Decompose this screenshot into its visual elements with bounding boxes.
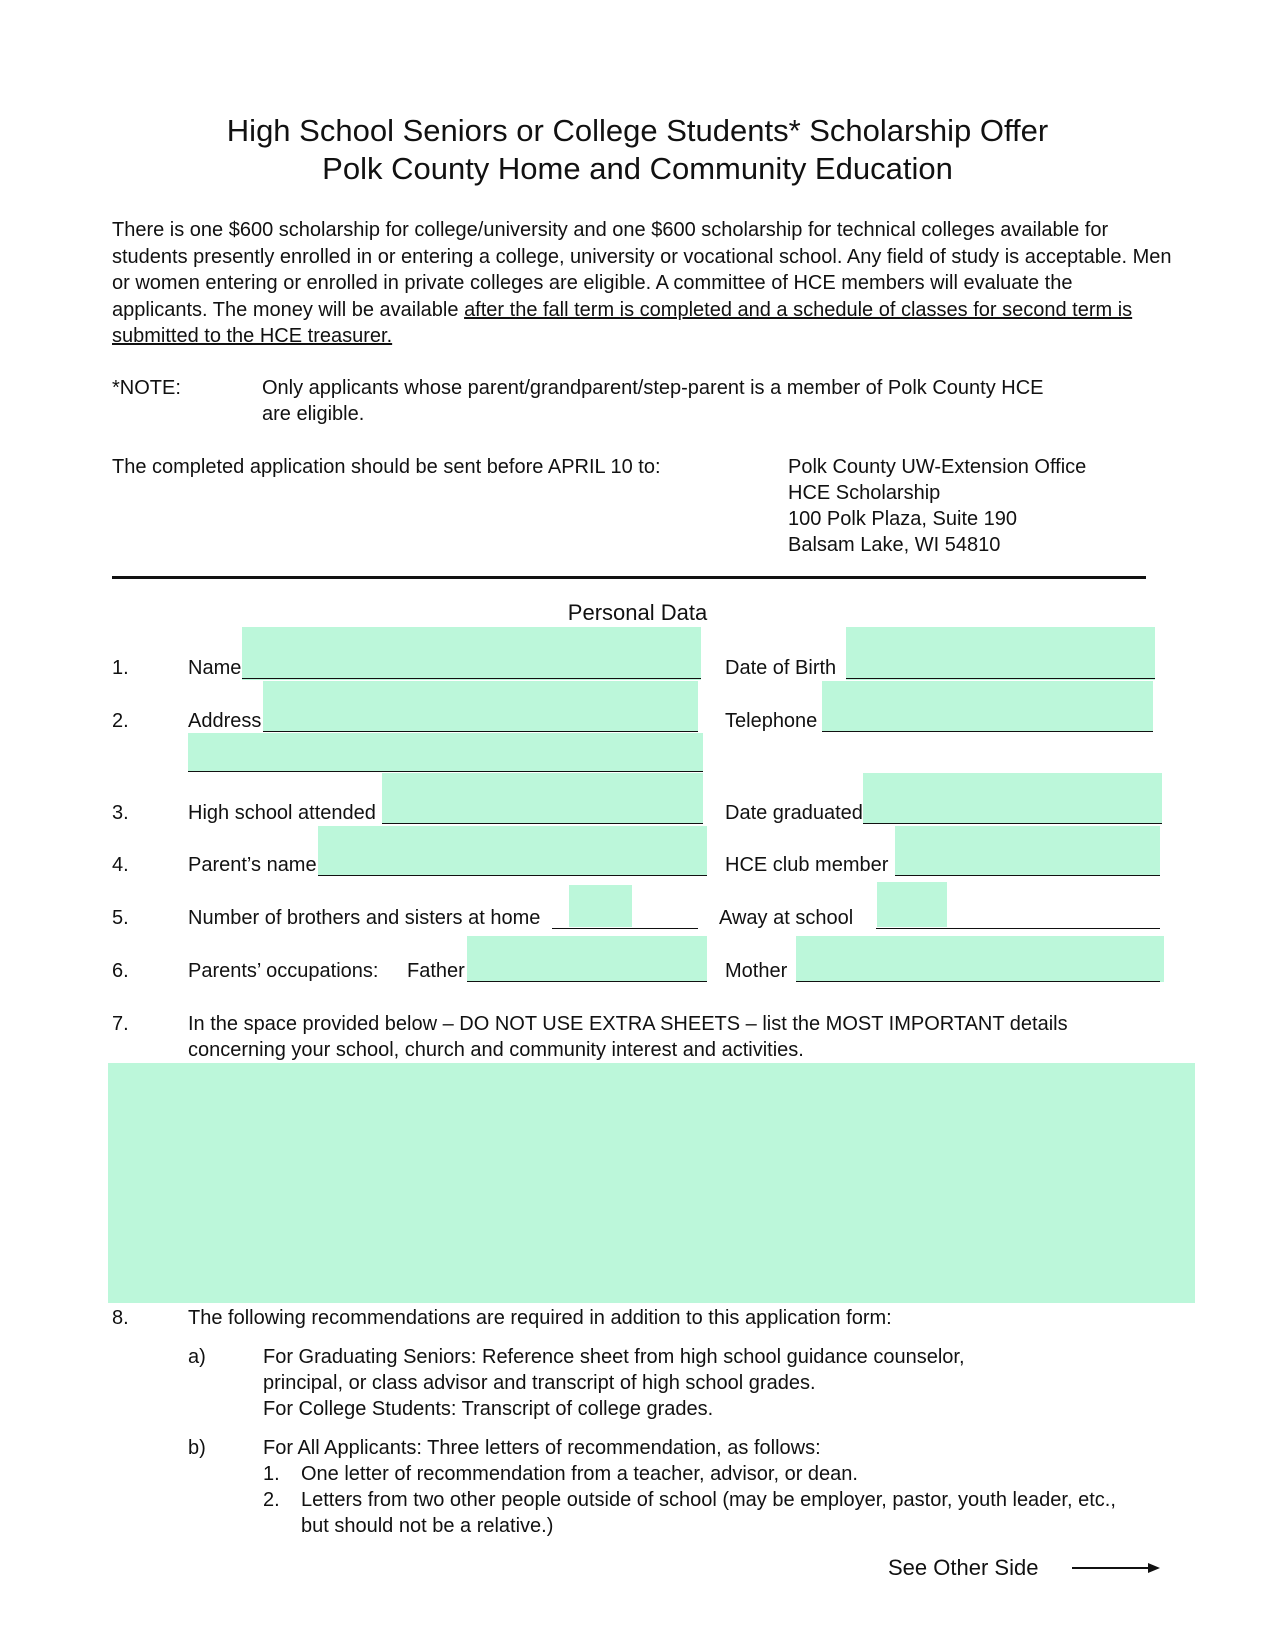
row-number-2: 2. [112,710,129,732]
row-number-8: 8. [112,1307,129,1329]
row-number-6: 6. [112,960,129,982]
address-line-4: Balsam Lake, WI 54810 [788,534,1001,556]
activities-text-area[interactable] [108,1063,1195,1303]
date-of-birth-underline [846,678,1155,679]
mother-occupation-field[interactable] [796,936,1164,982]
address-label: Address [188,710,262,732]
address-line-1: Polk County UW-Extension Office [788,456,1087,478]
address-underline [263,731,698,732]
date-graduated-label: Date graduated [725,802,863,824]
date-of-birth-label: Date of Birth [725,657,837,679]
intro-underlined-text: after the fall term is completed and a schedule of classes for second term is submitted to the HCE treasurer. [112,298,1133,347]
telephone-underline [822,731,1153,732]
name-field[interactable] [242,627,701,680]
item-a-line-3: For College Students: Transcript of college grades. [263,1398,714,1420]
hce-club-member-underline [895,875,1160,876]
date-graduated-underline [863,823,1162,824]
row-number-7: 7. [112,1013,129,1035]
intro-text: There is one $600 scholarship for college/university and one $600 scholarship for technical colleges available for students presently enrolled in or entering a college, university or vocational school. Any field of study is acceptable. Men or women entering or enrolled in private colleges are eligible. A committee of HCE members will evaluate the applicants. The money will be available [112,219,1172,321]
item-b-label: b) [188,1437,206,1459]
row-number-5: 5. [112,907,129,929]
mother-occupation-underline [796,981,1160,982]
form-subtitle: Polk County Home and Community Education [322,151,953,186]
item-b-sub-2-text: Letters from two other people outside of school (may be employer, pastor, youth leader, etc., [301,1489,1116,1511]
note-line-1: Only applicants whose parent/grandparent/step-parent is a member of Polk County HCE [262,377,1044,399]
activities-instruction-line-2: concerning your school, church and community interest and activities. [188,1039,804,1061]
siblings-at-home-label: Number of brothers and sisters at home [188,907,541,929]
row-number-1: 1. [112,657,129,679]
hce-club-member-field[interactable] [895,826,1160,876]
date-graduated-field[interactable] [863,773,1162,824]
name-label: Name [188,657,242,679]
away-at-school-underline [876,928,1160,929]
date-of-birth-field[interactable] [846,627,1155,680]
father-occupation-underline [467,981,707,982]
address-line-2: HCE Scholarship [788,482,941,504]
high-school-label: High school attended [188,802,376,824]
item-a-label: a) [188,1346,206,1368]
address-field-line-2[interactable] [188,733,703,771]
siblings-at-home-underline [552,928,698,929]
parents-name-field[interactable] [318,826,707,876]
away-at-school-field[interactable] [877,882,947,927]
item-a-line-2: principal, or class advisor and transcript of high school grades. [263,1372,816,1394]
right-arrow-icon [1072,1562,1160,1574]
parents-occupations-label: Parents’ occupations: [188,960,379,982]
parents-name-underline [318,875,707,876]
mother-label: Mother [725,960,788,982]
see-other-side-text: See Other Side [888,1555,1039,1580]
row-number-4: 4. [112,854,129,876]
item-b-line-1: For All Applicants: Three letters of recommendation, as follows: [263,1437,821,1459]
address-line-3: 100 Polk Plaza, Suite 190 [788,508,1018,530]
father-label: Father [407,960,465,982]
high-school-underline [382,823,703,824]
item-b-sub-1-number: 1. [263,1463,280,1485]
deadline-text: The completed application should be sent before APRIL 10 to: [112,456,661,478]
row-number-3: 3. [112,802,129,824]
address-line-2-underline [188,771,703,772]
personal-data-heading: Personal Data [567,600,708,625]
intro-paragraph [112,217,1172,350]
address-field[interactable] [263,681,698,731]
section-divider [112,576,1146,579]
note-line-2: are eligible. [262,403,365,425]
item-b-sub-1-text: One letter of recommendation from a teacher, advisor, or dean. [301,1463,858,1485]
activities-instruction-line-1: In the space provided below – DO NOT USE EXTRA SHEETS – list the MOST IMPORTANT details [188,1013,1068,1035]
parents-name-label: Parent’s name [188,854,317,876]
note-label: *NOTE: [112,377,181,399]
high-school-field[interactable] [382,773,703,824]
away-at-school-label: Away at school [719,907,854,929]
telephone-label: Telephone [725,710,818,732]
item-b-sub-2-text-line-2: but should not be a relative.) [301,1515,554,1537]
telephone-field[interactable] [822,681,1153,731]
recommendations-intro: The following recommendations are required in addition to this application form: [188,1307,892,1329]
item-b-sub-2-number: 2. [263,1489,280,1511]
form-title: High School Seniors or College Students* Scholarship Offer [226,113,1049,148]
item-a-line-1: For Graduating Seniors: Reference sheet from high school guidance counselor, [263,1346,965,1368]
hce-club-member-label: HCE club member [725,854,889,876]
siblings-at-home-field[interactable] [569,885,632,927]
name-underline [242,678,701,679]
father-occupation-field[interactable] [467,936,707,982]
